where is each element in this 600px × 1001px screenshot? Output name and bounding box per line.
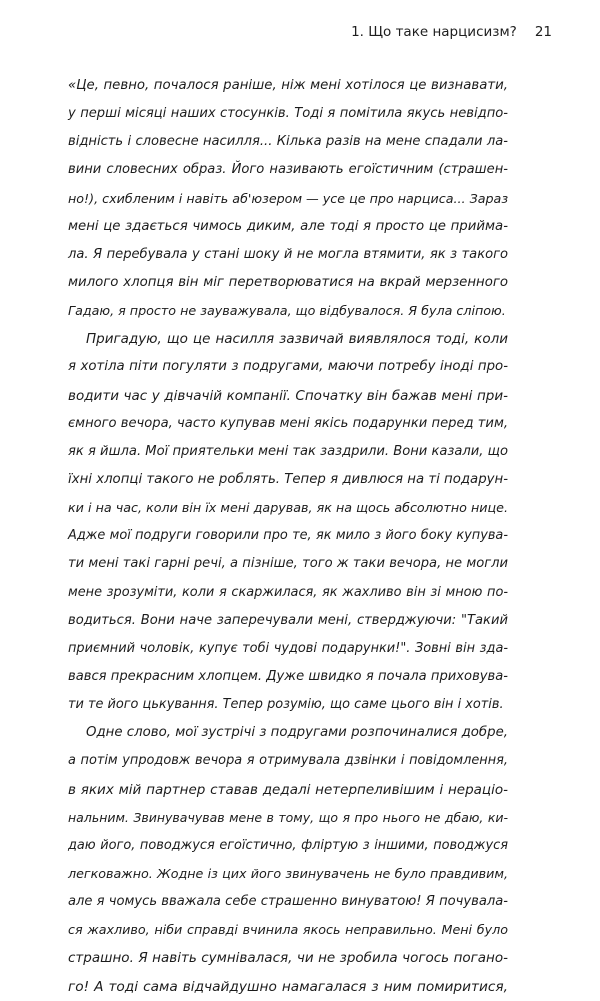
text-line: мені це здається чимось диким, але тоді я просто це прийма- <box>68 218 508 234</box>
text-line: Гадаю, я просто не зауважувала, що відбувалося. Я була сліпою. <box>68 303 506 319</box>
running-header <box>351 24 552 40</box>
text-line: у перші місяці наших стосунків. Тоді я помітила якусь невідпо- <box>68 106 508 122</box>
text-line: ся жахливо, ніби справді вчинила якось неправильно. Мені було <box>68 922 508 938</box>
text-line: вався прекрасним хлопцем. Дуже швидко я почала приховува- <box>68 668 508 684</box>
text-line: страшно. Я навіть сумнівалася, чи не зробила чогось погано- <box>68 950 508 967</box>
text-line: Адже мої подруги говорили про те, як мило з його боку купува- <box>68 528 508 544</box>
text-line: Одне слово, мої зустрічі з подругами розпочиналися добре, <box>86 725 508 741</box>
body-text <box>68 72 508 1001</box>
text-line: го! А тоді сама відчайдушно намагалася з ним помиритися, <box>68 978 508 995</box>
page-number: 21 <box>534 24 552 40</box>
text-line: але я чомусь вважала себе страшенно винуватою! Я почувала- <box>68 894 508 910</box>
text-line: ємного вечора, часто купував мені якісь подарунки перед тим, <box>68 415 508 431</box>
text-line: даю його, поводжуся егоїстично, фліртую з іншими, поводжуся <box>68 837 508 853</box>
text-line: їхні хлопці такого не роблять. Тепер я дивлюся на ті подарун- <box>68 471 508 487</box>
text-line: приємний чоловік, купує тобі чудові подарунки!". Зовні він зда- <box>68 640 508 656</box>
text-line: легковажно. Жодне із цих його звинувачень не було правдивим, <box>68 865 508 881</box>
text-line: мене зрозуміти, коли я скаржилася, як жахливо він зі мною по- <box>68 584 508 600</box>
text-line: нальним. Звинувачував мене в тому, що я про нього не дбаю, ки- <box>68 809 508 825</box>
text-line: а потім упродовж вечора я отримувала дзвінки і повідомлення, <box>68 753 508 769</box>
text-line: Пригадую, що це насилля зазвичай виявлялося тоді, коли <box>86 331 508 348</box>
text-line: як я йшла. Мої приятельки мені так заздрили. Вони казали, що <box>68 443 508 459</box>
text-line: «Це, певно, почалося раніше, ніж мені хотілося це визнавати, <box>68 78 508 93</box>
text-line: ла. Я перебувала у стані шоку й не могла втямити, як з такого <box>68 246 508 262</box>
text-line: ки і на час, коли він їх мені дарував, як на щось абсолютно нице. <box>68 500 508 516</box>
text-line: ти те його цькування. Тепер розумію, що саме цього він і хотів. <box>68 697 504 713</box>
text-line: вини словесних образ. Його називають егоїстичним (страшен- <box>68 162 508 178</box>
text-line: водиться. Вони наче заперечували мені, стверджуючи: "Такий <box>68 612 508 628</box>
chapter-title: 1. Що таке нарцисизм? <box>351 24 517 40</box>
text-line: ти мені такі гарні речі, а пізніше, того ж таки вечора, не могли <box>68 556 508 572</box>
text-line: водити час у дівчачій компанії. Спочатку він бажав мені при- <box>68 387 508 404</box>
text-line: в яких мій партнер ставав дедалі нетерпеливішим і нераціо- <box>68 781 508 798</box>
text-line: но!), схибленим і навіть аб'юзером — усе це про нарциса... Зараз <box>68 190 509 206</box>
text-line: милого хлопця він міг перетворюватися на вкрай мерзенного <box>68 274 508 290</box>
text-line: відність і словесне насилля... Кілька разів на мене спадали ла- <box>68 134 508 150</box>
text-line: я хотіла піти погуляти з подругами, маючи потребу іноді про- <box>68 359 508 375</box>
